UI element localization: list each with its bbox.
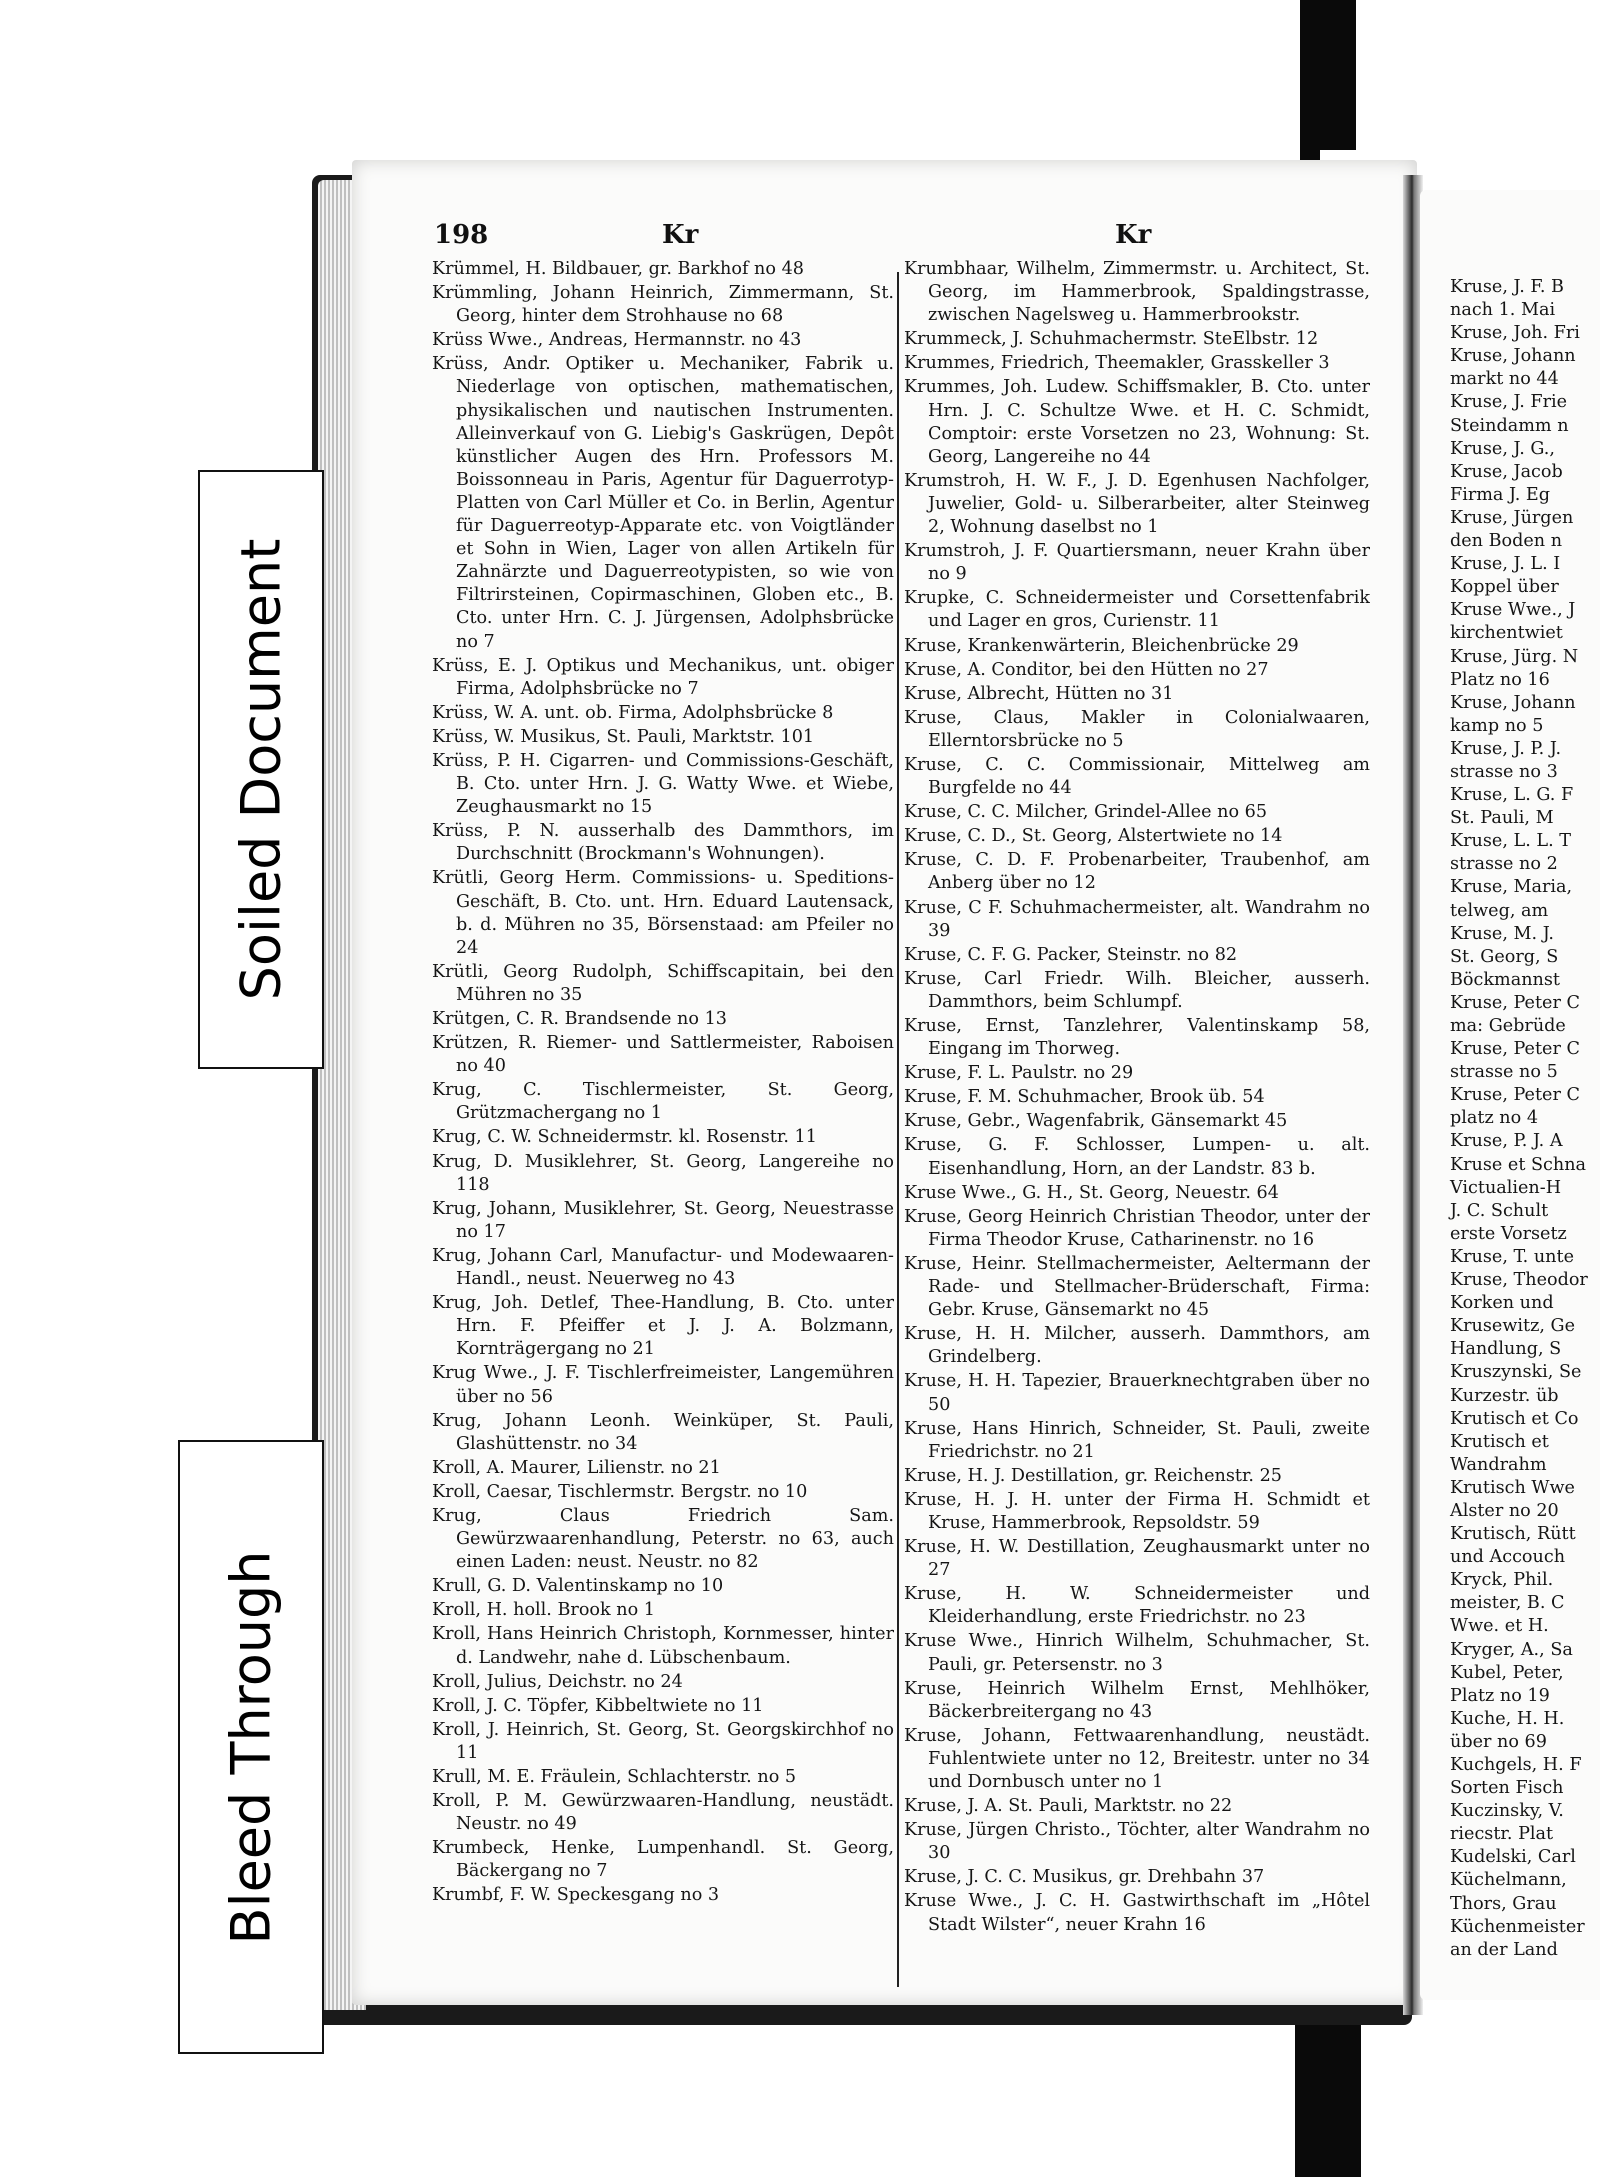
right-fragment: ma: Gebrüde (1450, 1016, 1566, 1036)
directory-entry: Kruse, F. M. Schuhmacher, Brook üb. 54 (904, 1087, 1265, 1108)
bleed-through-label (178, 1440, 324, 2054)
right-fragment: Kruse, Peter C (1450, 1085, 1580, 1106)
right-fragment: Kruse Wwe., J (1450, 600, 1576, 621)
right-fragment: Krutisch et Co (1450, 1408, 1579, 1429)
directory-entry: Kruse, Claus, Makler in Colonialwaaren, Ellerntorsbrücke no 5 (904, 707, 1370, 751)
directory-entry: Krumbf, F. W. Speckesgang no 3 (432, 1885, 720, 1906)
directory-entry: Krummes, Joh. Ludew. Schiffsmakler, B. Cto. unter Hrn. J. C. Schultze Wwe. et H. C. Schmidt, Comptoir: erste Vorsetzen no 23, Wohnung: St. Georg, Langereihe no 44 (904, 377, 1370, 467)
directory-entry: Krug, Johann Leonh. Weinküper, St. Pauli, Glashüttenstr. no 34 (432, 1410, 894, 1454)
right-fragment: Krutisch Wwe (1450, 1477, 1575, 1498)
right-fragment: Kurzestr. üb (1450, 1385, 1559, 1406)
right-fragment: Kryger, A., Sa (1450, 1639, 1573, 1660)
right-fragment: strasse no 3 (1450, 761, 1558, 782)
directory-entry: Kruse, Johann, Fettwaarenhandlung, neustädt. Fuhlentwiete unter no 12, Breitestr. unter no 34 und Dornbusch unter no 1 (904, 1725, 1370, 1792)
directory-entry: Krupke, C. Schneidermeister und Corsettenfabrik und Lager en gros, Curienstr. 11 (904, 588, 1370, 632)
directory-entry: Kruse, H. J. Destillation, gr. Reichenstr. 25 (904, 1465, 1282, 1486)
directory-entry: Kruse, Krankenwärterin, Bleichenbrücke 29 (904, 635, 1299, 656)
directory-entry: Kroll, P. M. Gewürzwaaren-Handlung, neustädt. Neustr. no 49 (432, 1791, 894, 1835)
right-fragment: Kruse, Johann (1450, 346, 1576, 367)
right-fragment: Kubel, Peter, (1450, 1662, 1564, 1683)
directory-entry: Krummes, Friedrich, Theemakler, Grasskeller 3 (904, 353, 1330, 374)
right-fragment: Kruse, L. G. F (1450, 785, 1574, 806)
directory-entry: Kruse Wwe., G. H., St. Georg, Neuestr. 64 (904, 1182, 1279, 1203)
directory-entry: Krütli, Georg Rudolph, Schiffscapitain, bei den Mühren no 35 (432, 961, 894, 1005)
right-fragment: Wandrahm (1450, 1454, 1547, 1475)
right-fragment: Kruse, L. L. T (1450, 831, 1571, 852)
directory-entry: Kruse, Gebr., Wagenfabrik, Gänsemarkt 45 (904, 1111, 1288, 1132)
directory-entry: Kruse, Jürgen Christo., Töchter, alter Wandrahm no 30 (904, 1820, 1370, 1864)
right-fragment: kamp no 5 (1450, 715, 1544, 736)
right-fragment: strasse no 2 (1450, 854, 1558, 875)
right-fragment: riecstr. Plat (1450, 1824, 1554, 1845)
directory-entry: Kruse Wwe., J. C. H. Gastwirthschaft im „Hôtel Stadt Wilster“, neuer Krahn 16 (904, 1891, 1370, 1935)
directory-entry: Krüss, E. J. Optikus und Mechanikus, unt. obiger Firma, Adolphsbrücke no 7 (432, 655, 894, 699)
header-left: Kr (662, 220, 699, 250)
directory-entry: Kruse, Hans Hinrich, Schneider, St. Pauli, zweite Friedrichstr. no 21 (904, 1418, 1370, 1462)
right-fragment: Kuczinsky, V. (1450, 1801, 1564, 1822)
directory-entry: Kruse, C. D., St. Georg, Alstertwiete no 14 (904, 826, 1283, 847)
bleed-through-label-text: Bleed Through (219, 1550, 283, 1944)
right-fragment: Kruse, M. J. (1450, 923, 1554, 944)
right-fragment: Victualien-H (1450, 1177, 1562, 1198)
right-fragment: meister, B. C (1450, 1593, 1565, 1614)
right-fragment: Kruse, Jürgen (1450, 507, 1574, 528)
directory-entry: Krüss, P. N. ausserhalb des Dammthors, im Durchschnitt (Brockmann's Wohnungen). (432, 821, 894, 865)
directory-entry: Kruse, H. W. Destillation, Zeughausmarkt unter no 27 (904, 1537, 1370, 1581)
right-fragment: Kruse, Maria, (1450, 877, 1573, 898)
directory-entry: Kruse, A. Conditor, bei den Hütten no 27 (904, 659, 1269, 680)
directory-entry: Kruse, C. C. Milcher, Grindel-Allee no 65 (904, 802, 1268, 823)
directory-entry: Krümmling, Johann Heinrich, Zimmermann, St. Georg, hinter dem Strohhause no 68 (432, 283, 894, 327)
soiled-document-label (198, 470, 324, 1069)
column-rule (897, 272, 899, 1987)
directory-entry: Kruse, H. J. H. unter der Firma H. Schmidt et Kruse, Hammerbrook, Repsoldstr. 59 (904, 1489, 1370, 1533)
right-fragment: Alster no 20 (1450, 1500, 1559, 1521)
right-fragment: Kruse, J. F. B (1450, 277, 1564, 297)
right-fragment: Kruse, Theodor (1450, 1270, 1588, 1291)
directory-entry: Krug, Claus Friedrich Sam. Gewürzwaarenhandlung, Peterstr. no 63, auch einen Laden: neust. Neustr. no 82 (432, 1505, 894, 1573)
directory-entry: Krug, C. W. Schneidermstr. kl. Rosenstr. 11 (432, 1127, 817, 1148)
right-fragment: Küchenmeister (1450, 1916, 1585, 1937)
right-fragment: Kruse, J. Frie (1450, 392, 1568, 413)
right-fragment: Kruse, J. L. I (1450, 554, 1561, 575)
right-fragment: strasse no 5 (1450, 1062, 1558, 1083)
directory-entry: Krüss, Andr. Optiker u. Mechaniker, Fabrik u. Niederlage von optischen, mathematischen, physikalischen und nautischen Instrumenten. Alleinverkauf von G. Liebig's Gaskrügen, Depôt künstlicher Augen des Hrn. Professors M. Boissonneau in Paris, Agentur für Daguerrotyp-Platten von Carl Müller et Co. in Berlin, Agentur für Daguerreotyp-Apparate etc. von Voigtländer et Sohn in Wien, Lager von allen Artikeln für Zahnärzte und Daguerreotypisten, so wie von Filtrirsteinen, Copirmaschinen, Globen etc., B. Cto. unter Hrn. C. J. Jürgensen, Adolphsbrücke no 7 (432, 354, 894, 652)
directory-entry: Kroll, Julius, Deichstr. no 24 (432, 1671, 683, 1692)
directory-entry: Kruse, F. L. Paulstr. no 29 (904, 1063, 1134, 1084)
right-fragment: Platz no 19 (1450, 1685, 1550, 1706)
directory-entry: Kroll, A. Maurer, Lilienstr. no 21 (432, 1457, 721, 1478)
right-fragment: Thors, Grau (1450, 1893, 1557, 1914)
directory-entry: Krug, Johann Carl, Manufactur- und Modewaaren-Handl., neust. Neuerweg no 43 (432, 1245, 894, 1290)
right-fragment: Kruse, J. G., (1450, 438, 1555, 459)
black-bar-bottom (1295, 2010, 1361, 2177)
directory-entry: Krug Wwe., J. F. Tischlerfreimeister, Langemühren über no 56 (432, 1363, 894, 1407)
directory-entry: Krull, M. E. Fräulein, Schlachterstr. no 5 (432, 1767, 797, 1787)
right-page (1420, 190, 1600, 2000)
page-number: 198 (434, 220, 489, 250)
directory-entry: Kruse, H. W. Schneidermeister und Kleiderhandlung, erste Friedrichstr. no 23 (904, 1584, 1370, 1628)
directory-entry: Kruse, C. C. Commissionair, Mittelweg am Burgfelde no 44 (904, 754, 1370, 799)
middle-column (904, 258, 1370, 1978)
directory-entry: Krumbeck, Henke, Lumpenhandl. St. Georg, Bäckergang no 7 (432, 1838, 894, 1882)
directory-entry: Kroll, H. holl. Brook no 1 (432, 1600, 655, 1621)
directory-entry: Krüss, P. H. Cigarren- und Commissions-Geschäft, B. Cto. unter Hrn. J. G. Watty Wwe. et Wiebe, Zeughausmarkt no 15 (432, 750, 894, 818)
directory-entry: Krümmel, H. Bildbauer, gr. Barkhof no 48 (432, 259, 804, 279)
right-fragment: telweg, am (1450, 900, 1549, 921)
right-fragment: Kruse, Jacob (1450, 461, 1563, 482)
directory-entry: Krüss Wwe., Andreas, Hermannstr. no 43 (432, 330, 802, 351)
right-fragment: Böckmannst (1450, 969, 1560, 990)
right-fragment: St. Georg, S (1450, 946, 1559, 967)
right-fragment: Krusewitz, Ge (1450, 1316, 1576, 1337)
directory-entry: Krug, Joh. Detlef, Thee-Handlung, B. Cto. unter Hrn. F. Pfeiffer et J. J. A. Bolzmann, Kornträgergang no 21 (432, 1293, 894, 1360)
directory-entry: Kruse, C. D. F. Probenarbeiter, Traubenhof, am Anberg über no 12 (904, 850, 1370, 894)
directory-entry: Krütgen, C. R. Brandsende no 13 (432, 1009, 727, 1029)
directory-entry: Kruse, J. A. St. Pauli, Marktstr. no 22 (904, 1796, 1233, 1817)
right-fragment: Korken und (1450, 1293, 1554, 1314)
right-fragment: Kudelski, Carl (1450, 1847, 1576, 1868)
right-fragment: und Accouch (1450, 1547, 1566, 1568)
directory-entry: Krug, D. Musiklehrer, St. Georg, Langereihe no 118 (432, 1151, 894, 1195)
right-fragment: Kruse, P. J. A (1450, 1131, 1563, 1152)
right-fragment: Platz no 16 (1450, 669, 1550, 690)
right-fragment: Firma J. Eg (1450, 484, 1550, 505)
directory-entry: Krüss, W. A. unt. ob. Firma, Adolphsbrücke 8 (432, 702, 834, 723)
right-fragment: Krutisch et (1450, 1431, 1549, 1452)
directory-entry: Kroll, J. C. Töpfer, Kibbeltwiete no 11 (432, 1695, 764, 1716)
right-fragment: nach 1. Mai (1450, 300, 1556, 321)
directory-entry: Krumstroh, J. F. Quartiersmann, neuer Krahn über no 9 (904, 541, 1370, 585)
directory-entry: Krumbhaar, Wilhelm, Zimmermstr. u. Architect, St. Georg, im Hammerbrook, Spaldingstrasse, zwischen Nagelsweg u. Hammerbrookstr. (904, 259, 1370, 326)
right-fragment: J. C. Schult (1450, 1200, 1549, 1221)
right-fragment: Koppel über (1450, 577, 1559, 598)
right-fragment: Kruse, Jürg. N (1450, 646, 1579, 667)
right-fragment: Kruse et Schna (1450, 1154, 1587, 1175)
right-fragment: Kruse, J. P. J. (1450, 738, 1562, 759)
right-fragment: markt no 44 (1450, 369, 1559, 390)
directory-entry: Kruse Wwe., Hinrich Wilhelm, Schuhmacher, St. Pauli, gr. Petersenstr. no 3 (904, 1631, 1370, 1675)
directory-entry: Kruse, C. F. G. Packer, Steinstr. no 82 (904, 944, 1238, 965)
directory-entry: Kruse, J. C. C. Musikus, gr. Drehbahn 37 (904, 1867, 1265, 1888)
right-fragment: Kruse, Peter C (1450, 1039, 1580, 1060)
right-fragment: Kruse, T. unte (1450, 1246, 1574, 1267)
soiled-document-label-text: Soiled Document (229, 538, 293, 1001)
directory-entry: Krumstroh, H. W. F., J. D. Egenhusen Nachfolger, Juwelier, Gold- u. Silberarbeiter, alter Steinweg 2, Wohnung daselbst no 1 (904, 470, 1370, 538)
directory-entry: Krug, Johann, Musiklehrer, St. Georg, Neuestrasse no 17 (432, 1198, 894, 1242)
right-fragment: kirchentwiet (1450, 623, 1563, 644)
directory-entry: Krug, C. Tischlermeister, St. Georg, Grützmachergang no 1 (432, 1080, 894, 1124)
right-fragment: Kruse, Joh. Fri (1450, 323, 1580, 344)
right-fragment: den Boden n (1450, 531, 1563, 552)
directory-entry: Kruse, Albrecht, Hütten no 31 (904, 683, 1174, 704)
directory-entry: Kruse, Heinr. Stellmachermeister, Aeltermann der Rade- und Stellmacher-Brüderschaft, Firma: Gebr. Kruse, Gänsemarkt no 45 (904, 1253, 1370, 1321)
left-column (432, 258, 894, 1978)
directory-entry: Kruse, G. F. Schlosser, Lumpen- u. alt. Eisenhandlung, Horn, an der Landstr. 83 b. (904, 1135, 1370, 1179)
directory-entry: Kruse, H. H. Milcher, ausserh. Dammthors, am Grindelberg. (904, 1324, 1370, 1368)
right-fragment: Kryck, Phil. (1450, 1570, 1554, 1591)
right-fragment: erste Vorsetz (1450, 1223, 1567, 1244)
right-fragment: Krutisch, Rütt (1450, 1524, 1576, 1545)
right-fragment: Küchelmann, (1450, 1870, 1567, 1891)
right-fragment: Kuche, H. H. (1450, 1708, 1565, 1729)
directory-entry: Kruse, Heinrich Wilhelm Ernst, Mehlhöker, Bäckerbreitergang no 43 (904, 1678, 1370, 1722)
right-fragment: Steindamm n (1450, 415, 1569, 436)
right-fragment: platz no 4 (1450, 1108, 1539, 1129)
right-fragment: Kruszynski, Se (1450, 1362, 1582, 1383)
directory-entry: Kroll, Hans Heinrich Christoph, Kornmesser, hinter d. Landwehr, nahe d. Lübschenbaum. (432, 1624, 894, 1668)
directory-entry: Kruse, Carl Friedr. Wilh. Bleicher, ausserh. Dammthors, beim Schlumpf. (904, 968, 1370, 1012)
right-fragment: Kruse, Johann (1450, 692, 1576, 713)
directory-entry: Kroll, J. Heinrich, St. Georg, St. Georgskirchhof no 11 (432, 1719, 894, 1763)
right-fragment: Kuchgels, H. F (1450, 1755, 1582, 1775)
directory-entry: Krützen, R. Riemer- und Sattlermeister, Raboisen no 40 (432, 1033, 894, 1077)
directory-entry: Kruse, C F. Schuhmachermeister, alt. Wandrahm no 39 (904, 897, 1370, 941)
right-fragment: Sorten Fisch (1450, 1778, 1564, 1799)
directory-entry: Krull, G. D. Valentinskamp no 10 (432, 1576, 724, 1597)
directory-entry: Krummeck, J. Schuhmachermstr. SteElbstr. 12 (904, 329, 1319, 350)
right-fragment: Kruse, Peter C (1450, 992, 1580, 1013)
right-column (1450, 276, 1600, 1962)
directory-entry: Kruse, Ernst, Tanzlehrer, Valentinskamp 58, Eingang im Thorweg. (904, 1016, 1370, 1060)
directory-entry: Krütli, Georg Herm. Commissions- u. Speditions-Geschäft, B. Cto. unt. Hrn. Eduard Lautensack, b. d. Mühren no 35, Börsenstaad: am Pfeiler no 24 (432, 868, 894, 958)
right-fragment: an der Land (1450, 1939, 1558, 1960)
header-right: Kr (1115, 220, 1152, 250)
right-fragment: Handlung, S (1450, 1339, 1562, 1360)
right-fragment: Wwe. et H. (1450, 1616, 1549, 1637)
directory-entry: Kruse, H. H. Tapezier, Brauerknechtgraben über no 50 (904, 1371, 1370, 1415)
right-fragment: St. Pauli, M (1450, 808, 1554, 829)
directory-entry: Kroll, Caesar, Tischlermstr. Bergstr. no 10 (432, 1481, 808, 1502)
right-fragment: über no 69 (1450, 1731, 1547, 1752)
directory-entry: Krüss, W. Musikus, St. Pauli, Marktstr. 101 (432, 726, 815, 747)
directory-entry: Kruse, Georg Heinrich Christian Theodor, unter der Firma Theodor Kruse, Catharinenstr. no 16 (904, 1206, 1370, 1250)
